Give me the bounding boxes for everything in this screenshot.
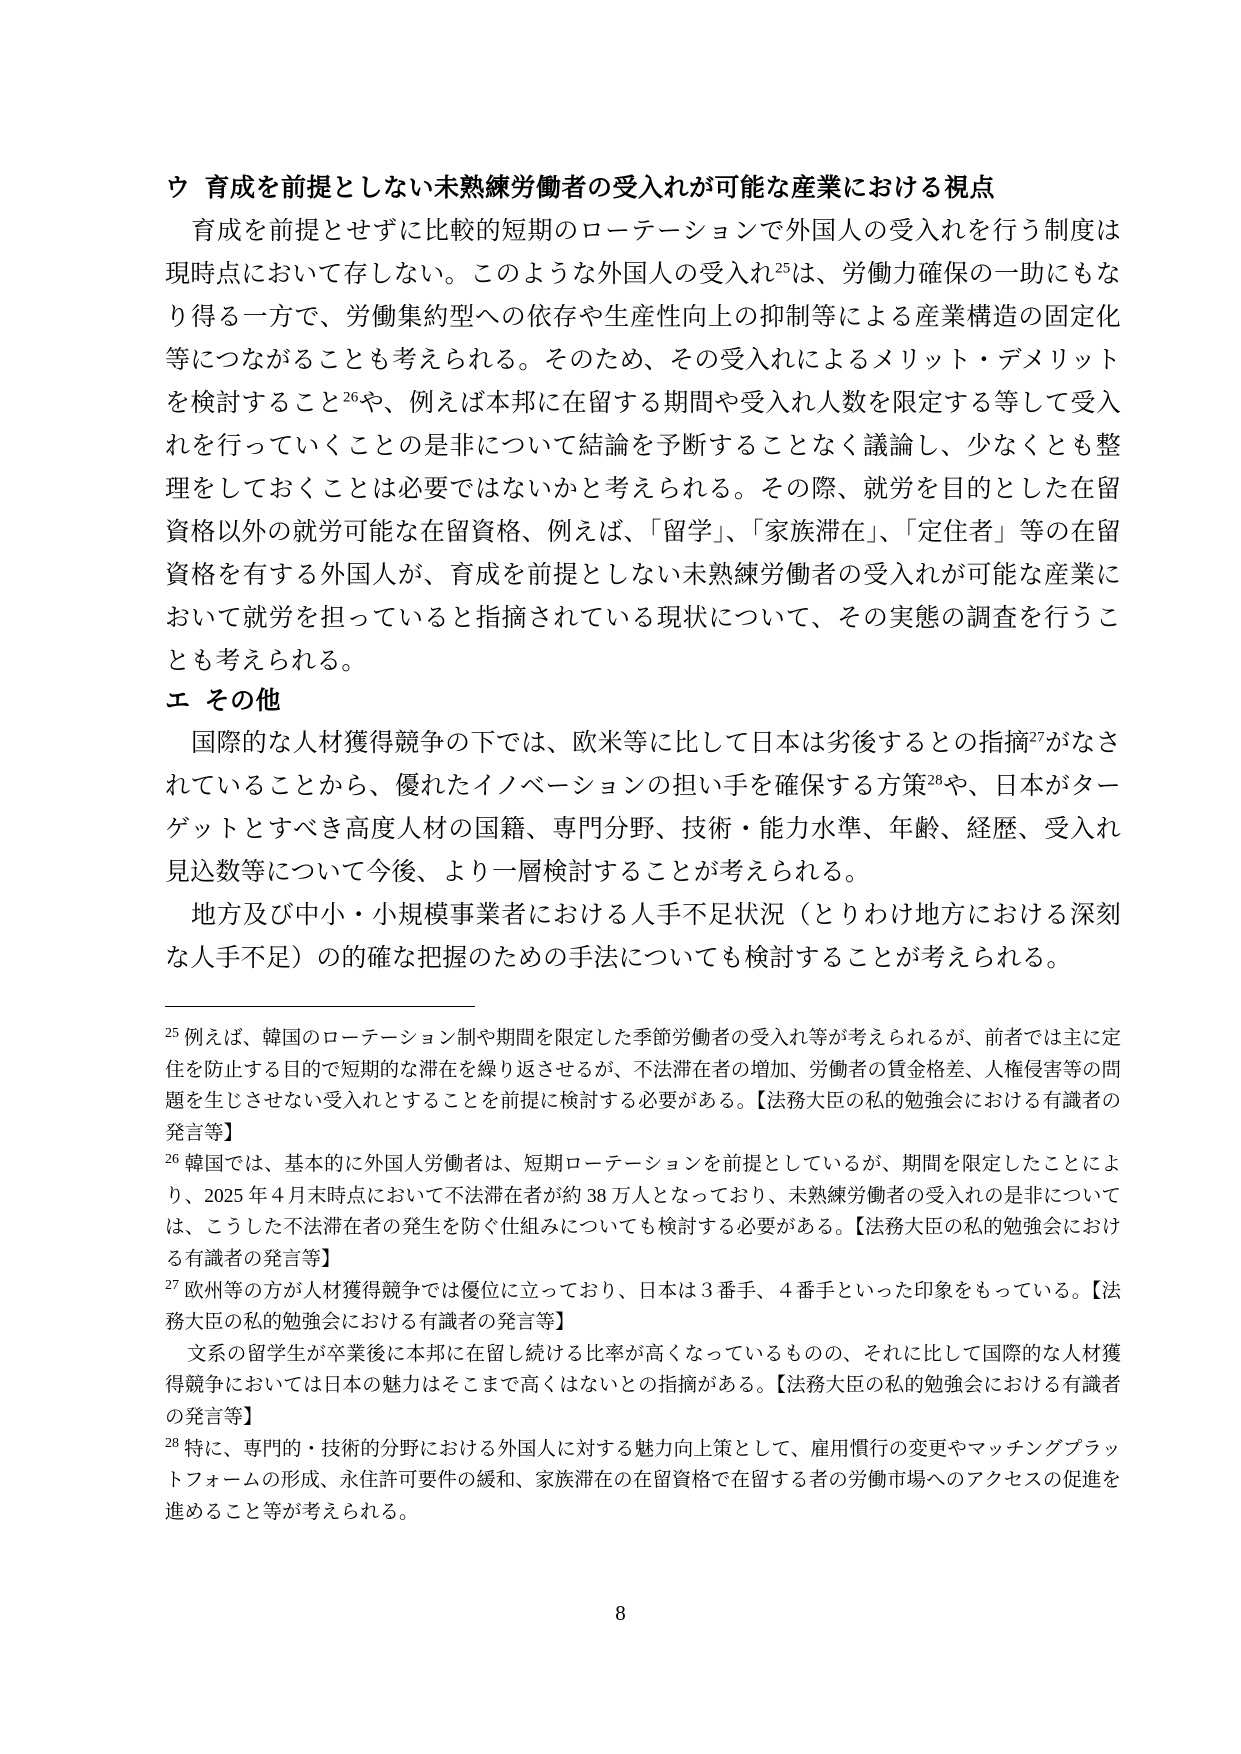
footnote-item [165, 1149, 1121, 1275]
paragraph-run: は、労働力確保の一助にもなり得る一方で、労働集約型への依存や生産性向上の抑制等による産業構造の固定化等につながることも考えられる。そのため、その受入れによるメリット・デメリットを検討すること [165, 260, 1121, 417]
paragraph-u-1 [165, 210, 1121, 683]
footnote-text: 特に、専門的・技術的分野における外国人に対する魅力向上策として、雇用慣行の変更やマッチングプラットフォームの形成、永住許可要件の緩和、家族滞在の在留資格で在留する者の労働市場へのアクセスの促進を進めること等が考えられる。 [165, 1438, 1121, 1523]
footnote-item [165, 1023, 1121, 1149]
footnote-text: 韓国では、基本的に外国人労働者は、短期ローテーションを前提としているが、期間を限定したことにより、2025 年４月末時点において不法滞在者が約 38 万人となっており、未熟練労働者の受入れの是非については、こうした不法滞在者の発生を防ぐ仕組みについても検討する必要がある。【法務大臣の私的勉強会における有識者の発言等】 [165, 1154, 1121, 1271]
section-heading-text-u: 育成を前提としない未熟練労働者の受入れが可能な産業における視点 [204, 175, 996, 202]
section-heading-text-e: その他 [204, 687, 282, 715]
footnote-number: 27 [165, 1278, 179, 1294]
footnote-area [165, 1023, 1121, 1528]
section-heading-u [165, 170, 1121, 208]
paragraph-e-1 [165, 722, 1121, 894]
footnote-number: 25 [165, 1025, 179, 1041]
section-heading-e [165, 683, 1121, 721]
footnote-text: 例えば、韓国のローテーション制や期間を限定した季節労働者の受入れ等が考えられるが、前者では主に定住を防止する目的で短期的な滞在を繰り返させるが、不法滞在者の増加、労働者の賃金格差、人権侵害等の問題を生じさせない受入れとすることを前提に検討する必要がある。【法務大臣の私的勉強会における有識者の発言等】 [165, 1028, 1121, 1144]
footnote-ref-26: 26 [343, 389, 359, 406]
section-marker-e: エ [165, 687, 191, 715]
footnote-ref-28: 28 [927, 772, 943, 789]
footnote-ref-25: 25 [775, 260, 791, 277]
paragraph-run: 国際的な人材獲得競争の下では、欧米等に比して日本は劣後するとの指摘 [191, 730, 1030, 757]
footnote-text: 欧州等の方が人材獲得競争では優位に立っており、日本は３番手、４番手といった印象をもっている。【法務大臣の私的勉強会における有識者の発言等】 [165, 1280, 1121, 1334]
footnote-item [165, 1339, 1121, 1434]
paragraph-run: や、例えば本邦に在留する期間や受入れ人数を限定する等して受入れを行っていくことの是非について結論を予断することなく議論し、少なくとも整理をしておくことは必要ではないかと考えられる。その際、就労を目的とした在留資格以外の就労可能な在留資格、例えば、「留学」、「家族滞在」、「定住者」等の在留資格を有する外国人が、育成を前提としない未熟練労働者の受入れが可能な産業において就労を担っていると指摘されている現状について、その実態の調査を行うことも考えられる。 [165, 389, 1121, 675]
paragraph-run: や、日本がターゲットとすべき高度人材の国籍、専門分野、技術・能力水準、年齢、経歴、受入れ見込数等について今後、より一層検討することが考えられる。 [165, 773, 1121, 886]
footnote-number: 26 [165, 1151, 179, 1167]
footnote-item [165, 1276, 1121, 1339]
paragraph-run: 育成を前提とせずに比較的短期のローテーションで外国人の受入れを行う制度は現時点において存しない。このような外国人の受入れ [165, 217, 1122, 288]
section-marker-u: ウ [165, 175, 191, 202]
footnote-text: 文系の留学生が卒業後に本邦に在留し続ける比率が高くなっているものの、それに比して国際的な人材獲得競争においては日本の魅力はそこまで高くはないとの指摘がある。【法務大臣の私的勉強会における有識者の発言等】 [165, 1343, 1121, 1428]
footnote-number: 28 [165, 1436, 179, 1452]
page-number: 8 [615, 1601, 626, 1625]
footnote-separator [165, 1006, 475, 1007]
paragraph-e-2: 地方及び中小・小規模事業者における人手不足状況（とりわけ地方における深刻な人手不足）の的確な把握のための手法についても検討することが考えられる。 [165, 902, 1121, 972]
footnote-ref-27: 27 [1029, 729, 1045, 746]
paragraph-run: がなされていることから、優れたイノベーションの担い手を確保する方策 [165, 730, 1121, 800]
footnote-item [165, 1434, 1121, 1529]
